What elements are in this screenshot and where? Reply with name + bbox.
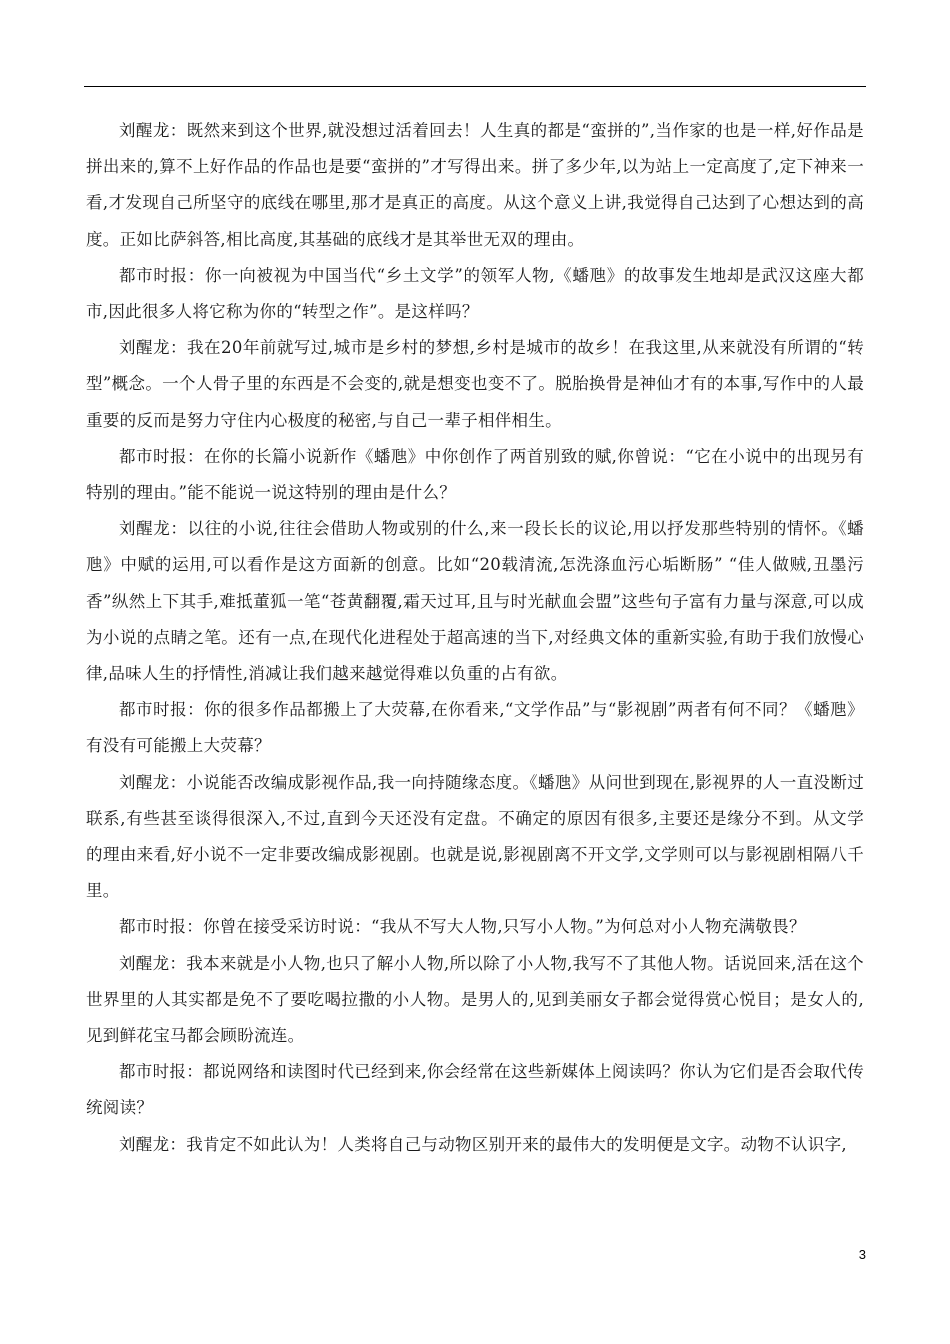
article-body	[86, 113, 864, 1163]
paragraph: 都市时报：你的很多作品都搬上了大荧幕,在你看来,“文学作品”与“影视剧”两者有何不同？《蟠虺》有没有可能搬上大荧幕？	[86, 700, 864, 756]
paragraph: 刘醒龙：我肯定不如此认为！人类将自己与动物区别开来的最伟大的发明便是文字。动物不认识字,	[119, 1134, 847, 1154]
paragraph: 刘醒龙：我本来就是小人物,也只了解小人物,所以除了小人物,我写不了其他人物。话说回来,活在这个世界里的人其实都是免不了要吃喝拉撒的小人物。是男人的,见到美丽女子都会觉得赏心悦目；是女人的,见到鲜花宝马都会顾盼流连。	[86, 953, 864, 1046]
paragraph: 刘醒龙：我在20年前就写过,城市是乡村的梦想,乡村是城市的故乡！在我这里,从来就没有所谓的“转型”概念。一个人骨子里的东西是不会变的,就是想变也变不了。脱胎换骨是神仙才有的本事,写作中的人最重要的反而是努力守住内心极度的秘密,与自己一辈子相伴相生。	[86, 338, 864, 430]
paragraph: 刘醒龙：小说能否改编成影视作品,我一向持随缘态度。《蟠虺》从问世到现在,影视界的人一直没断过联系,有些甚至谈得很深入,不过,直到今天还没有定盘。不确定的原因有很多,主要还是缘分不到。从文学的理由来看,好小说不一定非要改编成影视剧。也就是说,影视剧离不开文学,文学则可以与影视剧相隔八千里。	[86, 772, 864, 901]
header-rule	[84, 86, 866, 87]
paragraph: 都市时报：你曾在接受采访时说：“我从不写大人物,只写小人物。”为何总对小人物充满敬畏？	[119, 917, 806, 937]
paragraph: 都市时报：在你的长篇小说新作《蟠虺》中你创作了两首别致的赋,你曾说：“它在小说中的出现另有特别的理由。”能不能说一说这特别的理由是什么？	[86, 446, 864, 503]
page-number: 3	[858, 1247, 866, 1262]
paragraph: 刘醒龙：既然来到这个世界,就没想过活着回去！人生真的都是“蛮拼的”,当作家的也是一样,好作品是拼出来的,算不上好作品的作品也是要“蛮拼的”才写得出来。拼了多少年,以为站上一定高度了,定下神来一看,才发现自己所坚守的底线在哪里,那才是真正的高度。从这个意义上讲,我觉得自己达到了心想达到的高度。正如比萨斜答,相比高度,其基础的底线才是其举世无双的理由。	[86, 121, 864, 249]
paragraph: 刘醒龙：以往的小说,往往会借助人物或别的什么,来一段长长的议论,用以抒发那些特别的情怀。《蟠虺》中赋的运用,可以看作是这方面新的创意。比如“20载清流,怎洗涤血污心垢断肠” “佳人做贼,丑墨污香”纵然上下其手,难抵董狐一笔“苍黄翻覆,霜天过耳,且与时光献血会盟”这些句子富有力量与深意,可以成为小说的点睛之笔。还有一点,在现代化进程处于超高速的当下,对经典文体的重新实验,有助于我们放慢心律,品味人生的抒情性,消减让我们越来越觉得难以负重的占有欲。	[86, 519, 864, 684]
paragraph: 都市时报：你一向被视为中国当代“乡土文学”的领军人物,《蟠虺》的故事发生地却是武汉这座大都市,因此很多人将它称为你的“转型之作”。是这样吗？	[86, 265, 864, 322]
paragraph: 都市时报：都说网络和读图时代已经到来,你会经常在这些新媒体上阅读吗？你认为它们是否会取代传统阅读？	[86, 1062, 864, 1118]
